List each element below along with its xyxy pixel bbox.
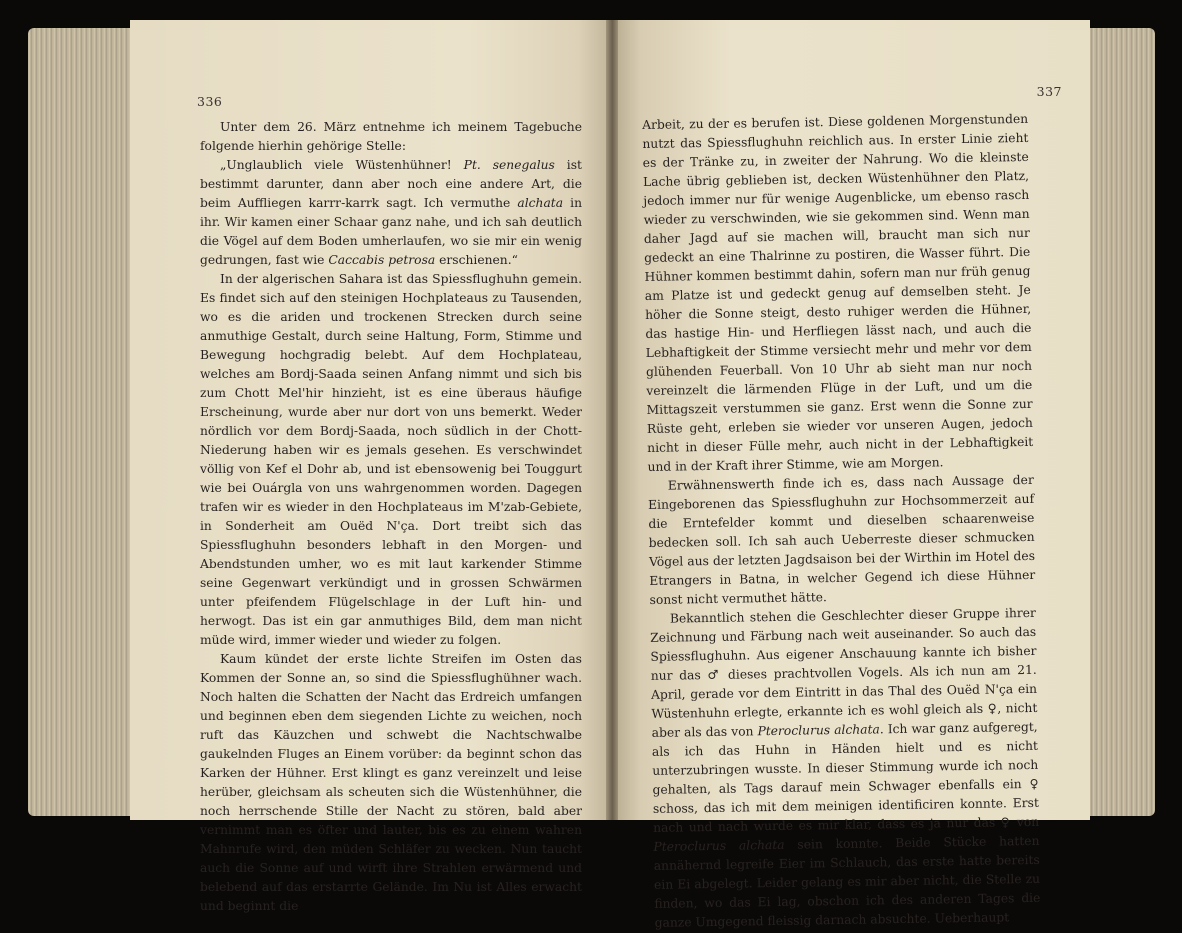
left-page-text (200, 118, 582, 916)
paragraph (648, 471, 1036, 610)
paragraph (642, 110, 1034, 477)
paragraph (200, 156, 582, 270)
page-number-left: 336 (197, 94, 223, 109)
italic-species-name: Pteroclurus alchata (757, 722, 880, 739)
paragraph (650, 604, 1041, 933)
right-page (612, 20, 1090, 930)
page-edges-right (1085, 28, 1155, 816)
paragraph (200, 650, 582, 916)
page-number-right: 337 (1036, 84, 1062, 99)
paragraph (200, 118, 582, 156)
page-edges-left (28, 28, 138, 816)
text-run: „Unglaublich viele Wüstenhühner! (220, 158, 464, 172)
text-run: ist bestimmt darunter, dann aber noch eine andere Art, die beim Auffliegen karrr-karrk sagt. Ich vermuthe (200, 158, 582, 210)
text-run: Erwähnenswerth finde ich es, dass nach Aussage der Eingeborenen das Spiessflughuhn zur Hochsommerzeit auf die Erntefelder kommt und dieselben schaarenweise bedecken soll. Ich sah auch Ueberreste dieser schmucken Vögel aus der letzten Jagdsaison bei der Wirthin im Hotel des Etrangers in Batna, in welcher Gegend ich diese Hühner sonst nicht vermuthet hätte. (648, 472, 1036, 607)
right-page-text (642, 110, 1041, 933)
italic-species-name: Caccabis petrosa (328, 253, 436, 267)
book-gutter (606, 20, 618, 820)
left-page (130, 20, 612, 913)
text-run: erschienen.“ (435, 253, 518, 267)
text-run: Bekanntlich stehen die Geschlechter dieser Gruppe ihrer Zeichnung und Färbung nach weit auseinander. So auch das Spiessflughuhn. Aus eigener Anschauung kannte ich bisher nur das ♂ dieses prachtvollen Vogels. Als ich nun am 21. April, gerade vor dem Eintritt in das Thal des Ouëd N'ça ein Wüstenhuhn erlegte, erkannte ich es wohl gleich als ♀, nicht aber als das von (650, 605, 1038, 740)
text-run: . Ich war ganz aufgeregt, als ich das Huhn in Händen hielt und es nicht unterzubringen wusste. In dieser Stimmung wurde ich noch gehalten, als Tags darauf mein Schwager ebenfalls ein ♀ schoss, das ich mit dem meinigen identificiren konnte. Erst nach und nach wurde es mir klar, dass es ja nur das ♀ von (651, 719, 1040, 835)
text-run: sein konnte. Beide Stücke hatten annähernd legreife Eier im Schlauch, das erste hatte bereits ein Ei abgelegt. Leider gelang es mir aber nicht, die Stelle zu finden, wo das Ei lag, obschon ich des anderen Tages die ganze Umgegend fleissig darnach absuchte. Ueberhaupt (653, 833, 1041, 930)
paragraph (200, 270, 582, 650)
text-run: In der algerischen Sahara ist das Spiessflughuhn gemein. Es findet sich auf den steinigen Hochplateaus zu Tausenden, wo es die ariden und trockenen Strecken durch seine anmuthige Gestalt, durch seine Haltung, Form, Stimme und Bewegung hochgradig belebt. Auf dem Hochplateau, welches am Bordj-Saada seinen Anfang nimmt und sich bis zum Chott Mel'hir hinzieht, ist es eine überaus häufige Erscheinung, wurde aber nur dort von uns bemerkt. Weder nördlich vor dem Bordj-Saada, noch südlich in der Chott-Niederung haben wir es jemals gesehen. Es verschwindet völlig von Kef el Dohr ab, und ist ebensowenig bei Touggurt wie bei Ouárgla von uns wahrgenommen worden. Dagegen trafen wir es wieder in den Hochplateaus im M'zab-Gebiete, in Sonderheit am Ouëd N'ça. Dort treibt sich das Spiessflughuhn besonders lebhaft in den Morgen- und Abendstunden umher, wo es mit laut karkender Stimme seine Gegenwart verkündigt und in grossen Schwärmen unter pfeifendem Flügelschlage in der Luft hin- und herwogt. Das ist ein gar anmuthiges Bild, dem man nicht müde wird, immer wieder und wieder zu folgen. (200, 272, 582, 647)
text-run: in ihr. Wir kamen einer Schaar ganz nahe, und ich sah deutlich die Vögel auf dem Boden umherlaufen, wo sie mir ein wenig gedrungen, fast wie (200, 196, 582, 267)
italic-species-name: Pteroclurus alchata (653, 837, 785, 854)
italic-species-name: Pt. senegalus (463, 158, 555, 172)
text-run: Arbeit, zu der es berufen ist. Diese goldenen Morgenstunden nutzt das Spiessflughuhn reichlich aus. In erster Linie zieht es der Tränke zu, in zweiter der Nahrung. Wo die kleinste Lache übrig geblieben ist, decken Wüstenhühner den Platz, jedoch immer nur für wenige Augenblicke, um ebenso rasch wieder zu verschwinden, wie sie gekommen sind. Wenn man daher Jagd auf sie machen will, braucht man sich nur gedeckt an eine Thalrinne zu postiren, die Wasser führt. Die Hühner kommen bestimmt dahin, sofern man nur früh genug am Platze ist und gedeckt genug auf demselben steht. Je höher die Sonne steigt, desto ruhiger werden die Hühner, das hastige Hin- und Herfliegen lässt nach, und auch die Lebhaftigkeit der Stimme versiecht mehr und mehr vor dem glühenden Feuerball. Von 10 Uhr ab sieht man nur noch vereinzelt die lärmenden Flüge in der Luft, und um die Mittagszeit verstummen sie ganz. Erst wenn die Sonne zur Rüste geht, erleben sie wieder vor unseren Augen, jedoch nicht in dieser Fülle mehr, auch nicht in der Lebhaftigkeit und in der Kraft ihrer Stimme, wie am Morgen. (642, 111, 1034, 474)
italic-species-name: alchata (517, 196, 564, 210)
text-run: Unter dem 26. März entnehme ich meinem Tagebuche folgende hierhin gehörige Stelle: (200, 120, 582, 153)
text-run: Kaum kündet der erste lichte Streifen im Osten das Kommen der Sonne an, so sind die Spiessflughühner wach. Noch halten die Schatten der Nacht das Erdreich umfangen und beginnen eben dem siegenden Lichte zu weichen, noch ruft das Käuzchen und schwebt die Nachtschwalbe gaukelnden Fluges an Einem vorüber: da beginnt schon das Karken der Hühner. Erst klingt es ganz vereinzelt und leise herüber, gleichsam als scheuten sich die Wüstenhühner, die noch herrschende Stille der Nacht zu stören, bald aber vernimmt man es öfter und lauter, bis es zu einem wahren Mahnrufe wird, den müden Schläfer zu wecken. Nun taucht auch die Sonne auf und wirft ihre Strahlen erwärmend und belebend auf das erstarrte Gelände. Im Nu ist Alles erwacht und beginnt die (200, 652, 582, 913)
